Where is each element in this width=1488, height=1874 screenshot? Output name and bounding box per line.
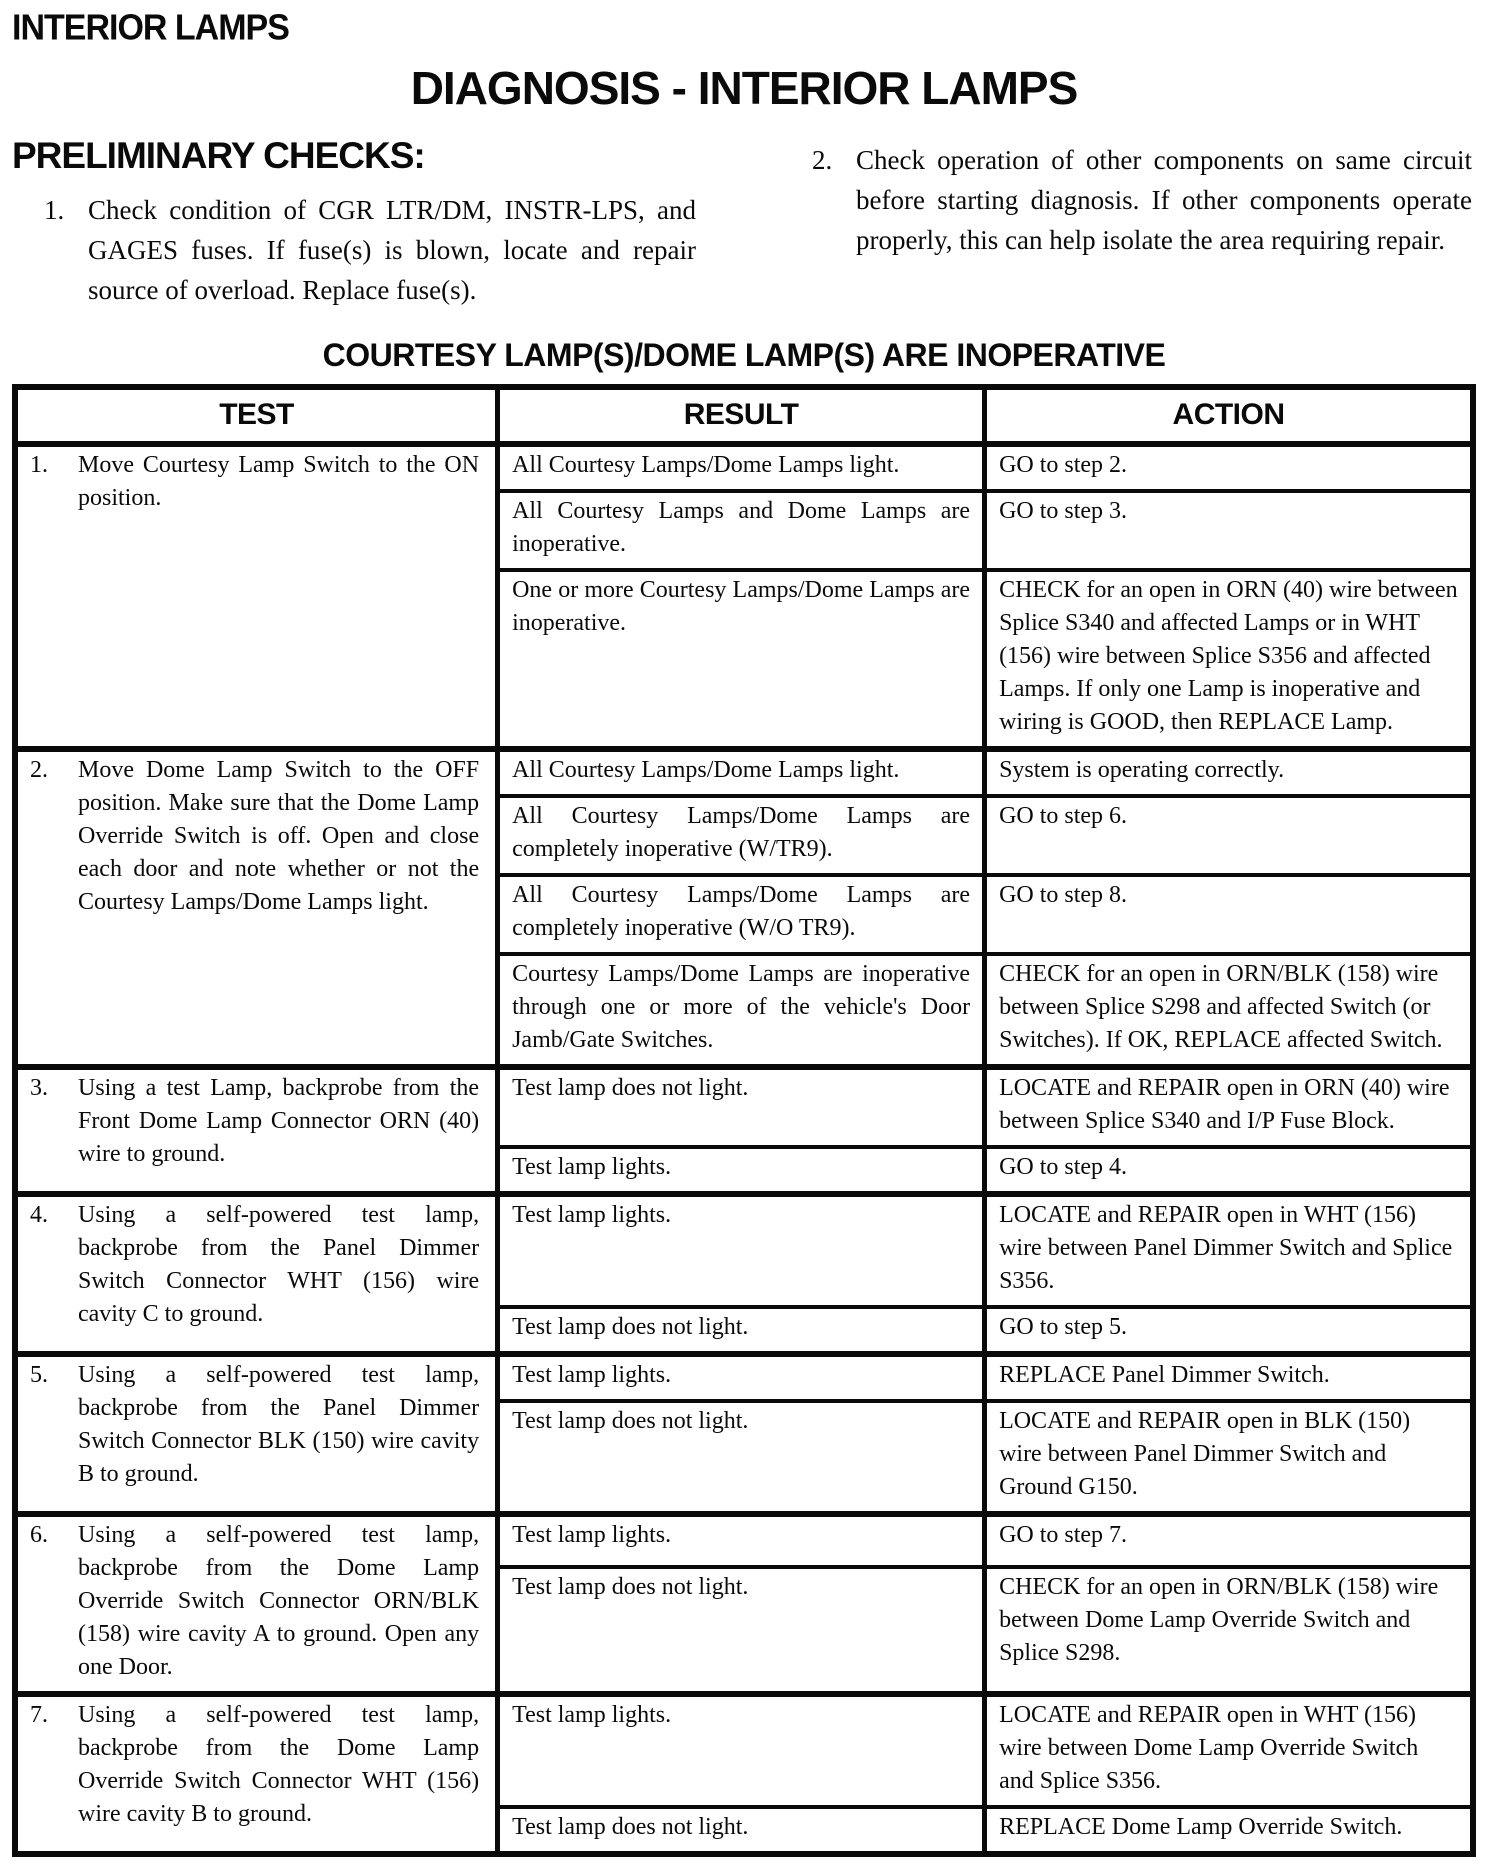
test-step-text: Move Courtesy Lamp Switch to the ON position. — [78, 452, 480, 512]
preliminary-left-column — [12, 135, 700, 311]
result-cell: All Courtesy Lamps/Dome Lamps light. — [498, 444, 985, 491]
table-title: COURTESY LAMP(S)/DOME LAMP(S) ARE INOPERATIVE — [322, 336, 1166, 373]
action-cell: System is operating correctly. — [985, 749, 1473, 796]
action-cell: GO to step 5. — [985, 1307, 1473, 1354]
column-header-test: TEST — [15, 387, 498, 444]
test-cell — [15, 1694, 498, 1854]
action-cell: GO to step 6. — [985, 796, 1473, 875]
result-cell: All Courtesy Lamps/Dome Lamps are completely inoperative (W/TR9). — [498, 796, 985, 875]
result-cell: All Courtesy Lamps/Dome Lamps light. — [498, 749, 985, 796]
action-cell: LOCATE and REPAIR open in BLK (150) wire between Panel Dimmer Switch and Ground G150. — [985, 1401, 1473, 1514]
table-row — [15, 1194, 1473, 1307]
preliminary-checks-heading: PRELIMINARY CHECKS: — [12, 135, 425, 176]
test-step-number: 7. — [30, 1702, 48, 1729]
test-step-text: Move Dome Lamp Switch to the OFF position. Make sure that the Dome Lamp Override Switch is off. Open and close each door and note whether or not the Courtesy Lamps/Dome Lamps light. — [78, 757, 480, 916]
test-step-number: 6. — [30, 1522, 48, 1549]
test-step-number: 4. — [30, 1202, 48, 1229]
action-cell: LOCATE and REPAIR open in ORN (40) wire between Splice S340 and I/P Fuse Block. — [985, 1067, 1473, 1147]
preliminary-item — [12, 191, 700, 311]
test-cell — [15, 1067, 498, 1194]
result-cell: Test lamp lights. — [498, 1194, 985, 1307]
list-item-number: 2. — [812, 145, 833, 175]
column-header-result: RESULT — [498, 387, 985, 444]
action-cell: GO to step 2. — [985, 444, 1473, 491]
page-title: DIAGNOSIS - INTERIOR LAMPS — [410, 62, 1078, 114]
test-cell — [15, 1354, 498, 1514]
result-cell: Test lamp does not light. — [498, 1807, 985, 1854]
preliminary-right-column — [812, 135, 1476, 311]
list-item-text: Check operation of other components on same circuit before starting diagnosis. If other components operate properly, this can help isolate the area requiring repair. — [856, 145, 1472, 255]
result-cell: Test lamp does not light. — [498, 1567, 985, 1694]
test-step-number: 3. — [30, 1075, 48, 1102]
section-header: INTERIOR LAMPS — [12, 8, 289, 48]
action-cell: REPLACE Dome Lamp Override Switch. — [985, 1807, 1473, 1854]
result-cell: Test lamp does not light. — [498, 1401, 985, 1514]
result-cell: Test lamp lights. — [498, 1354, 985, 1401]
result-cell: Courtesy Lamps/Dome Lamps are inoperative through one or more of the vehicle's Door Jamb/Gate Switches. — [498, 954, 985, 1067]
result-cell: All Courtesy Lamps/Dome Lamps are completely inoperative (W/O TR9). — [498, 875, 985, 954]
test-step-text: Using a self-powered test lamp, backprobe from the Dome Lamp Override Switch Connector ORN/BLK (158) wire cavity A to ground. Open any one Door. — [78, 1522, 480, 1681]
action-cell: GO to step 4. — [985, 1147, 1473, 1194]
diagnosis-table-body — [15, 444, 1473, 1854]
table-row — [15, 1354, 1473, 1401]
test-step-text: Using a test Lamp, backprobe from the Front Dome Lamp Connector ORN (40) wire to ground. — [78, 1075, 480, 1168]
test-cell — [15, 749, 498, 1067]
table-row — [15, 1514, 1473, 1567]
table-row — [15, 749, 1473, 796]
action-cell: GO to step 7. — [985, 1514, 1473, 1567]
column-header-action: ACTION — [985, 387, 1473, 444]
table-row — [15, 1067, 1473, 1147]
action-cell: GO to step 3. — [985, 491, 1473, 570]
list-item-text: Check condition of CGR LTR/DM, INSTR-LPS, and GAGES fuses. If fuse(s) is blown, locate and repair source of overload. Replace fuse(s). — [88, 195, 696, 305]
test-step-number: 1. — [30, 452, 48, 479]
action-cell: CHECK for an open in ORN/BLK (158) wire between Dome Lamp Override Switch and Splice S298. — [985, 1567, 1473, 1694]
diagnosis-table — [12, 384, 1476, 1857]
test-cell — [15, 1514, 498, 1694]
test-step-number: 5. — [30, 1362, 48, 1389]
test-step-text: Using a self-powered test lamp, backprobe from the Dome Lamp Override Switch Connector WHT (156) wire cavity B to ground. — [78, 1702, 480, 1828]
result-cell: Test lamp does not light. — [498, 1067, 985, 1147]
action-cell: GO to step 8. — [985, 875, 1473, 954]
result-cell: All Courtesy Lamps and Dome Lamps are inoperative. — [498, 491, 985, 570]
preliminary-checks-section — [12, 135, 1476, 311]
action-cell: REPLACE Panel Dimmer Switch. — [985, 1354, 1473, 1401]
result-cell: Test lamp lights. — [498, 1694, 985, 1807]
table-row — [15, 444, 1473, 491]
test-cell — [15, 1194, 498, 1354]
action-cell: CHECK for an open in ORN (40) wire between Splice S340 and affected Lamps or in WHT (156) wire between Splice S356 and affected Lamps. If only one Lamp is inoperative and wiring is GOOD, then REPLACE Lamp. — [985, 570, 1473, 749]
result-cell: Test lamp does not light. — [498, 1307, 985, 1354]
result-cell: Test lamp lights. — [498, 1147, 985, 1194]
preliminary-item — [812, 141, 1476, 261]
action-cell: LOCATE and REPAIR open in WHT (156) wire between Panel Dimmer Switch and Splice S356. — [985, 1194, 1473, 1307]
list-item-number: 1. — [44, 195, 65, 225]
action-cell: LOCATE and REPAIR open in WHT (156) wire between Dome Lamp Override Switch and Splice S356. — [985, 1694, 1473, 1807]
test-step-text: Using a self-powered test lamp, backprobe from the Panel Dimmer Switch Connector WHT (156) wire cavity C to ground. — [78, 1202, 480, 1328]
action-cell: CHECK for an open in ORN/BLK (158) wire between Splice S298 and affected Switch (or Switches). If OK, REPLACE affected Switch. — [985, 954, 1473, 1067]
diagnosis-table-head — [15, 387, 1473, 444]
result-cell: Test lamp lights. — [498, 1514, 985, 1567]
table-row — [15, 1694, 1473, 1807]
result-cell: One or more Courtesy Lamps/Dome Lamps are inoperative. — [498, 570, 985, 749]
test-step-number: 2. — [30, 757, 48, 784]
table-header-row — [15, 387, 1473, 444]
test-step-text: Using a self-powered test lamp, backprobe from the Panel Dimmer Switch Connector BLK (150) wire cavity B to ground. — [78, 1362, 480, 1488]
test-cell — [15, 444, 498, 749]
